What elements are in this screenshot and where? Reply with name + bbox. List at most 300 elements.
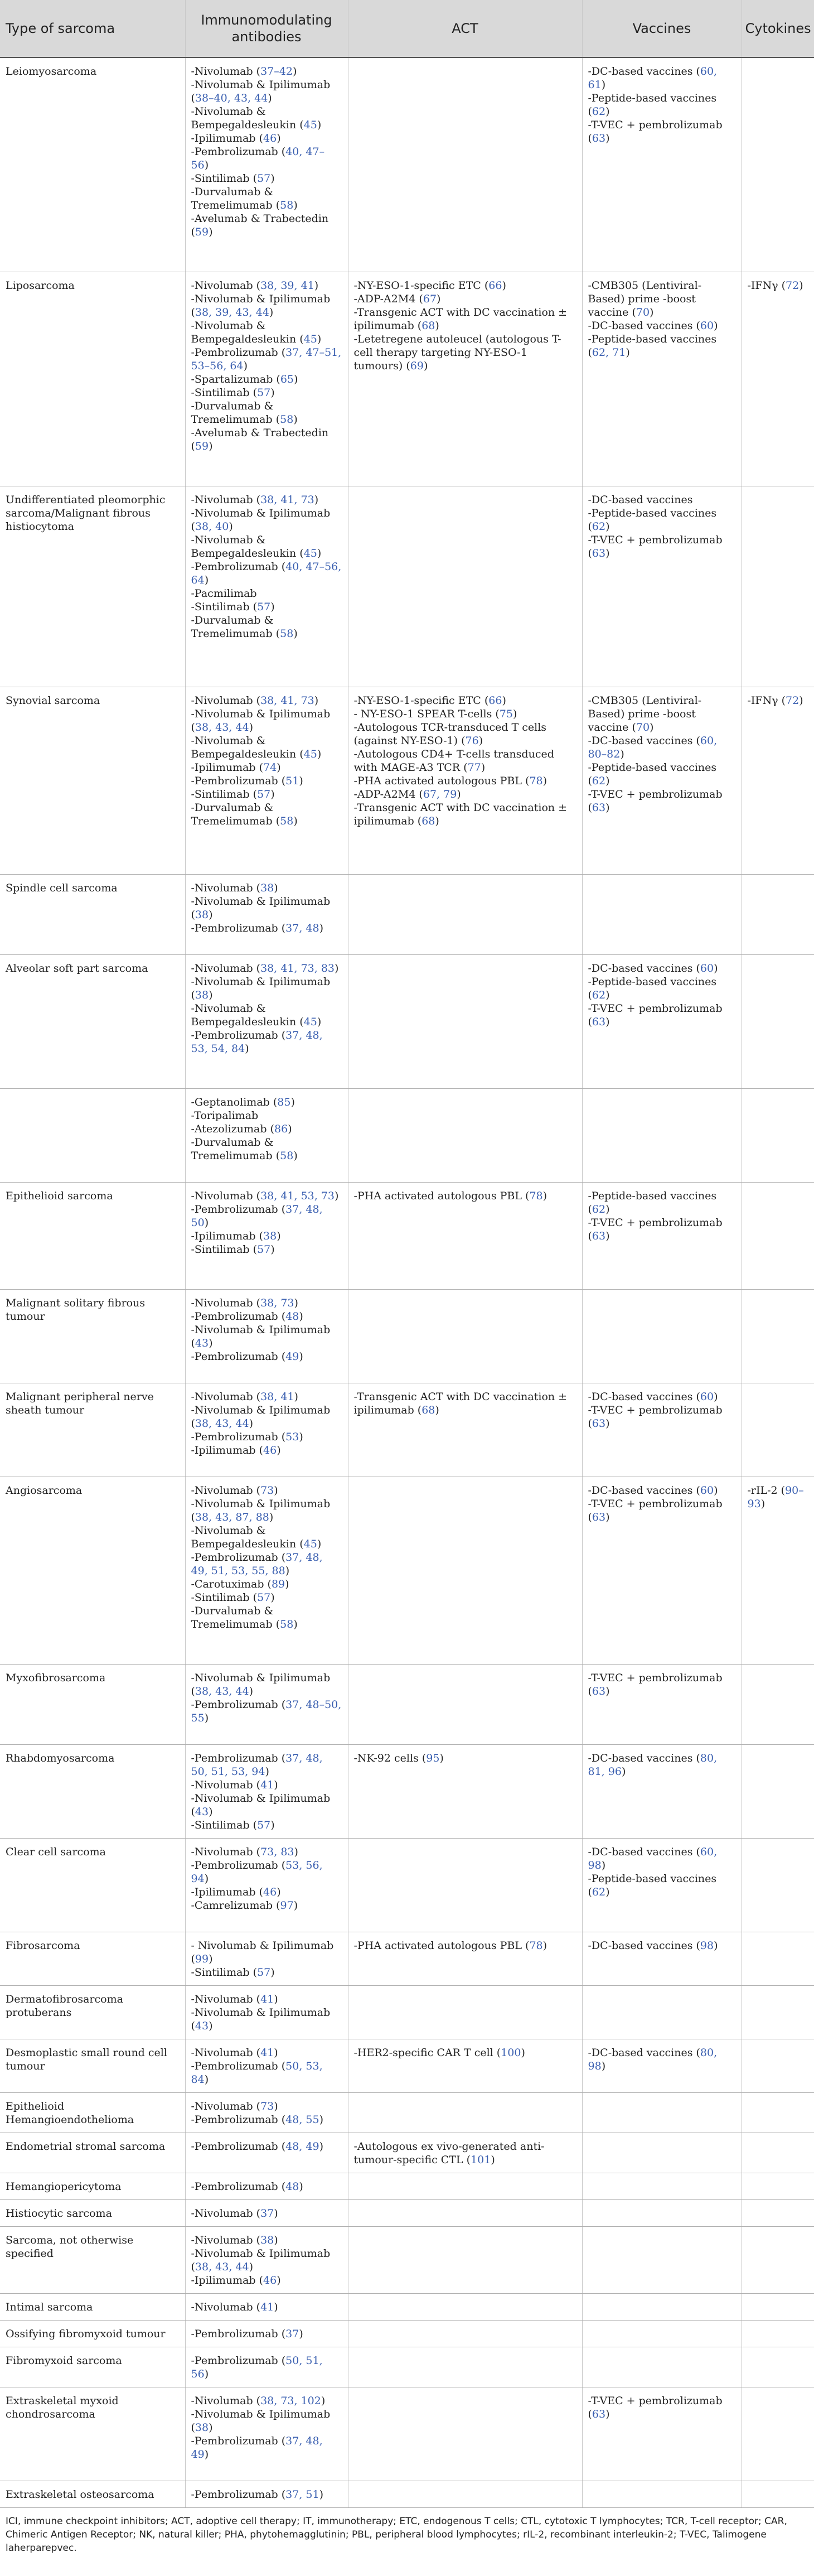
act-entry: -Letetregene autoleucel (autologous T-cell therapy targeting NY-ESO-1 tumours) (69) xyxy=(353,332,561,372)
sarcoma-type-cell: Spindle cell sarcoma xyxy=(0,874,185,954)
antibodies-entry: -Nivolumab (73) xyxy=(191,1484,278,1497)
act-entry: - NY-ESO-1 SPEAR T-cells (75) xyxy=(353,707,517,720)
act-entry: -Transgenic ACT with DC vaccination ± ipilimumab (68) xyxy=(353,1390,568,1416)
vaccines-entry: -Peptide-based vaccines (62, 71) xyxy=(588,332,717,359)
antibodies-cell xyxy=(185,1477,348,1664)
vaccines-entry: -Peptide-based vaccines (62) xyxy=(588,1189,717,1215)
act-cell xyxy=(348,1744,582,1838)
antibodies-entry: -Sintilimab (57) xyxy=(191,1966,275,1979)
table-row xyxy=(0,1664,814,1744)
table-row xyxy=(0,1182,814,1289)
antibodies-entry: -Pembrolizumab (49) xyxy=(191,1350,303,1363)
antibodies-entry: -Durvalumab & Tremelimumab (58) xyxy=(191,801,298,827)
vaccines-cell xyxy=(582,1289,742,1383)
antibodies-entry: -Durvalumab & Tremelimumab (58) xyxy=(191,399,298,426)
antibodies-entry: -Nivolumab & Ipilimumab (38) xyxy=(191,975,331,1001)
antibodies-cell xyxy=(185,486,348,687)
antibodies-cell xyxy=(185,874,348,954)
vaccines-cell xyxy=(582,2133,742,2173)
antibodies-entry: -Nivolumab & Ipilimumab (43) xyxy=(191,1792,331,1818)
cytokines-cell xyxy=(742,1383,814,1477)
vaccines-entry: -T-VEC + pembrolizumab (63) xyxy=(588,1403,723,1430)
vaccines-cell xyxy=(582,1383,742,1477)
antibodies-entry: -Nivolumab (38) xyxy=(191,2234,278,2246)
act-entry: -Transgenic ACT with DC vaccination ± ipilimumab (68) xyxy=(353,801,568,827)
act-cell xyxy=(348,2293,582,2320)
antibodies-entry: -Nivolumab (41) xyxy=(191,2046,278,2059)
antibodies-cell xyxy=(185,1088,348,1182)
table-row xyxy=(0,874,814,954)
act-entry: -HER2-specific CAR T cell (100) xyxy=(353,2046,525,2059)
antibodies-cell xyxy=(185,2226,348,2293)
antibodies-cell xyxy=(185,1932,348,1985)
antibodies-entry: -Sintilimab (57) xyxy=(191,600,275,613)
antibodies-entry: -Nivolumab (38, 41, 73) xyxy=(191,694,319,707)
antibodies-entry: -Sintilimab (57) xyxy=(191,1243,275,1256)
vaccines-cell xyxy=(582,2226,742,2293)
act-entry: -NY-ESO-1-specific ETC (66) xyxy=(353,694,506,707)
act-cell xyxy=(348,486,582,687)
antibodies-entry: -Nivolumab & Bempegaldesleukin (45) xyxy=(191,1002,322,1028)
antibodies-entry: -Nivolumab (37–42) xyxy=(191,65,297,78)
act-cell xyxy=(348,2320,582,2347)
antibodies-entry: -Nivolumab & Ipilimumab (38, 39, 43, 44) xyxy=(191,292,331,319)
cytokines-cell xyxy=(742,2293,814,2320)
act-cell xyxy=(348,2226,582,2293)
vaccines-cell xyxy=(582,2481,742,2507)
antibodies-entry: -Pembrolizumab (48, 55) xyxy=(191,2113,324,2126)
antibodies-entry: -Pembrolizumab (37, 47–51, 53–56, 64) xyxy=(191,346,342,372)
antibodies-entry: -Nivolumab (73) xyxy=(191,2100,278,2112)
cytokines-cell xyxy=(742,1838,814,1932)
header-vaccines: Vaccines xyxy=(582,0,742,57)
vaccines-entry: -T-VEC + pembrolizumab (63) xyxy=(588,119,723,144)
vaccines-entry: -T-VEC + pembrolizumab (63) xyxy=(588,1002,723,1028)
cytokines-cell xyxy=(742,1182,814,1289)
vaccines-entry: -T-VEC + pembrolizumab (63) xyxy=(588,1671,723,1697)
cytokines-cell xyxy=(742,1088,814,1182)
antibodies-cell xyxy=(185,1289,348,1383)
cytokines-cell xyxy=(742,874,814,954)
vaccines-entry: -DC-based vaccines xyxy=(588,493,693,506)
sarcoma-type-cell: Fibrosarcoma xyxy=(0,1932,185,1985)
act-entry: -ADP-A2M4 (67, 79) xyxy=(353,788,461,800)
antibodies-entry: -Durvalumab & Tremelimumab (58) xyxy=(191,1604,298,1630)
vaccines-cell xyxy=(582,1477,742,1664)
antibodies-entry: -Nivolumab (38, 41) xyxy=(191,1390,298,1403)
cytokines-entry: -rIL-2 (90–93) xyxy=(747,1484,804,1510)
antibodies-cell xyxy=(185,2199,348,2226)
antibodies-entry: -Nivolumab (41) xyxy=(191,1993,278,2005)
table-row xyxy=(0,272,814,486)
table-row xyxy=(0,2481,814,2507)
sarcoma-type-cell: Rhabdomyosarcoma xyxy=(0,1744,185,1838)
table-row xyxy=(0,2173,814,2199)
antibodies-entry: -Pembrolizumab (37, 48, 50, 51, 53, 94) xyxy=(191,1752,323,1778)
act-entry: -PHA activated autologous PBL (78) xyxy=(353,1939,547,1952)
antibodies-entry: -Pembrolizumab (48) xyxy=(191,1310,303,1323)
act-cell xyxy=(348,1289,582,1383)
act-cell xyxy=(348,2387,582,2481)
antibodies-entry: -Spartalizumab (65) xyxy=(191,373,298,385)
antibodies-entry: -Atezolizumab (86) xyxy=(191,1122,292,1135)
antibodies-entry: -Pembrolizumab (37, 48, 53, 54, 84) xyxy=(191,1029,323,1055)
cytokines-cell xyxy=(742,2320,814,2347)
table-row xyxy=(0,2039,814,2092)
antibodies-entry: -Geptanolimab (85) xyxy=(191,1096,295,1108)
antibodies-entry: -Carotuximab (89) xyxy=(191,1578,289,1590)
antibodies-cell xyxy=(185,1383,348,1477)
antibodies-cell xyxy=(185,1182,348,1289)
antibodies-cell xyxy=(185,2092,348,2133)
antibodies-entry: -Pembrolizumab (40, 47–56, 64) xyxy=(191,560,342,586)
cytokines-cell xyxy=(742,486,814,687)
antibodies-entry: -Nivolumab & Ipilimumab (38–40, 43, 44) xyxy=(191,79,331,104)
sarcoma-type-cell: Intimal sarcoma xyxy=(0,2293,185,2320)
cytokines-entry: -IFNγ (72) xyxy=(747,694,803,707)
vaccines-cell xyxy=(582,57,742,272)
sarcoma-type-cell: Epithelioid Hemangioendothelioma xyxy=(0,2092,185,2133)
vaccines-entry: -CMB305 (Lentiviral-Based) prime -boost vaccine (70) xyxy=(588,694,702,734)
sarcoma-type-cell xyxy=(0,1088,185,1182)
antibodies-entry: -Pembrolizumab (37, 48, 49) xyxy=(191,2434,323,2461)
sarcoma-type-cell: Ossifying fibromyxoid tumour xyxy=(0,2320,185,2347)
table-row xyxy=(0,2092,814,2133)
antibodies-entry: -Pembrolizumab (37) xyxy=(191,2327,303,2340)
antibodies-entry: -Pembrolizumab (51) xyxy=(191,774,303,787)
antibodies-entry: -Sintilimab (57) xyxy=(191,172,275,185)
act-cell xyxy=(348,2173,582,2199)
cytokines-cell xyxy=(742,2347,814,2387)
antibodies-entry: -Nivolumab & Bempegaldesleukin (45) xyxy=(191,319,322,345)
antibodies-entry: -Sintilimab (57) xyxy=(191,1818,275,1831)
cytokines-cell xyxy=(742,687,814,874)
vaccines-cell xyxy=(582,2173,742,2199)
sarcoma-type-cell: Malignant solitary fibrous tumour xyxy=(0,1289,185,1383)
vaccines-entry: -DC-based vaccines (80, 81, 96) xyxy=(588,1752,718,1778)
act-cell xyxy=(348,687,582,874)
act-cell xyxy=(348,2481,582,2507)
table-row xyxy=(0,2347,814,2387)
antibodies-entry: -Nivolumab (38, 41, 73, 83) xyxy=(191,962,339,975)
cytokines-cell xyxy=(742,2173,814,2199)
antibodies-entry: - Nivolumab & Ipilimumab (99) xyxy=(191,1939,334,1965)
vaccines-entry: -T-VEC + pembrolizumab (63) xyxy=(588,1497,723,1523)
act-cell xyxy=(348,1088,582,1182)
cytokines-cell xyxy=(742,1289,814,1383)
antibodies-cell xyxy=(185,687,348,874)
antibodies-entry: -Sintilimab (57) xyxy=(191,1591,275,1604)
act-entry: -Autologous CD4+ T-cells transduced with MAGE-A3 TCR (77) xyxy=(353,747,554,774)
cytokines-cell xyxy=(742,954,814,1088)
sarcoma-type-cell: Alveolar soft part sarcoma xyxy=(0,954,185,1088)
table-row xyxy=(0,486,814,687)
antibodies-cell xyxy=(185,2387,348,2481)
antibodies-entry: -Pembrolizumab (37, 51) xyxy=(191,2488,324,2501)
antibodies-entry: -Nivolumab & Ipilimumab (38, 43, 44) xyxy=(191,707,331,734)
act-entry: -NY-ESO-1-specific ETC (66) xyxy=(353,279,506,292)
vaccines-cell xyxy=(582,1838,742,1932)
table-body xyxy=(0,57,814,2507)
cytokines-cell xyxy=(742,2133,814,2173)
act-cell xyxy=(348,1477,582,1664)
table-row xyxy=(0,1383,814,1477)
vaccines-entry: -Peptide-based vaccines (62) xyxy=(588,1872,717,1898)
vaccines-entry: -T-VEC + pembrolizumab (63) xyxy=(588,2394,723,2420)
cytokines-cell xyxy=(742,1664,814,1744)
antibodies-entry: -Pembrolizumab (48, 49) xyxy=(191,2140,324,2153)
vaccines-cell xyxy=(582,874,742,954)
vaccines-entry: -Peptide-based vaccines (62) xyxy=(588,92,717,118)
antibodies-entry: -Ipilimumab (46) xyxy=(191,1444,281,1456)
vaccines-cell xyxy=(582,1088,742,1182)
antibodies-entry: -Nivolumab (41) xyxy=(191,1778,278,1791)
sarcoma-type-cell: Extraskeletal osteosarcoma xyxy=(0,2481,185,2507)
act-entry: -ADP-A2M4 (67) xyxy=(353,292,441,305)
vaccines-cell xyxy=(582,2092,742,2133)
antibodies-entry: -Pembrolizumab (53, 56, 94) xyxy=(191,1859,323,1885)
sarcoma-type-cell: Liposarcoma xyxy=(0,272,185,486)
antibodies-entry: -Nivolumab & Ipilimumab (38, 43, 44) xyxy=(191,1671,331,1697)
antibodies-entry: -Durvalumab & Tremelimumab (58) xyxy=(191,1136,298,1162)
act-entry: -PHA activated autologous PBL (78) xyxy=(353,1189,547,1202)
act-entry: -PHA activated autologous PBL (78) xyxy=(353,774,547,787)
table-row xyxy=(0,687,814,874)
antibodies-entry: -Nivolumab (37) xyxy=(191,2207,278,2220)
antibodies-entry: -Pembrolizumab (48) xyxy=(191,2180,303,2193)
act-cell xyxy=(348,272,582,486)
vaccines-entry: -CMB305 (Lentiviral-Based) prime -boost vaccine (70) xyxy=(588,279,702,319)
cytokines-cell xyxy=(742,1477,814,1664)
sarcoma-type-cell: Sarcoma, not otherwise specified xyxy=(0,2226,185,2293)
antibodies-entry: -Nivolumab & Ipilimumab (38, 43, 44) xyxy=(191,2247,331,2273)
antibodies-entry: -Durvalumab & Tremelimumab (58) xyxy=(191,614,298,640)
antibodies-cell xyxy=(185,1985,348,2039)
antibodies-cell xyxy=(185,2133,348,2173)
vaccines-cell xyxy=(582,2320,742,2347)
vaccines-entry: -DC-based vaccines (98) xyxy=(588,1939,718,1952)
vaccines-cell xyxy=(582,1932,742,1985)
act-cell xyxy=(348,1932,582,1985)
antibodies-cell xyxy=(185,1744,348,1838)
act-cell xyxy=(348,2133,582,2173)
antibodies-entry: -Nivolumab & Bempegaldesleukin (45) xyxy=(191,105,322,131)
sarcoma-type-cell: Leiomyosarcoma xyxy=(0,57,185,272)
antibodies-cell xyxy=(185,57,348,272)
vaccines-cell xyxy=(582,2387,742,2481)
sarcoma-type-cell: Myxofibrosarcoma xyxy=(0,1664,185,1744)
table-row xyxy=(0,2293,814,2320)
act-cell xyxy=(348,2347,582,2387)
vaccines-entry: -DC-based vaccines (60) xyxy=(588,1390,718,1403)
sarcoma-type-cell: Clear cell sarcoma xyxy=(0,1838,185,1932)
antibodies-entry: -Pembrolizumab (37, 48) xyxy=(191,922,324,934)
antibodies-entry: -Nivolumab (38, 39, 41) xyxy=(191,279,319,292)
sarcoma-type-cell: Synovial sarcoma xyxy=(0,687,185,874)
sarcoma-type-cell: Extraskeletal myxoid chondrosarcoma xyxy=(0,2387,185,2481)
cytokines-cell xyxy=(742,57,814,272)
cytokines-cell xyxy=(742,272,814,486)
antibodies-entry: -Pembrolizumab (37, 48, 49, 51, 53, 55, 88) xyxy=(191,1551,323,1577)
act-entry: -NK-92 cells (95) xyxy=(353,1752,444,1764)
vaccines-entry: -DC-based vaccines (60) xyxy=(588,1484,718,1497)
antibodies-entry: -Nivolumab & Bempegaldesleukin (45) xyxy=(191,1524,322,1550)
antibodies-entry: -Pembrolizumab (50, 51, 56) xyxy=(191,2354,323,2380)
act-cell xyxy=(348,1838,582,1932)
vaccines-cell xyxy=(582,272,742,486)
antibodies-entry: -Avelumab & Trabectedin (59) xyxy=(191,426,329,452)
vaccines-cell xyxy=(582,1182,742,1289)
antibodies-cell xyxy=(185,2293,348,2320)
act-cell xyxy=(348,954,582,1088)
table-row xyxy=(0,1744,814,1838)
sarcoma-type-cell: Hemangiopericytoma xyxy=(0,2173,185,2199)
vaccines-cell xyxy=(582,2039,742,2092)
antibodies-cell xyxy=(185,2481,348,2507)
cytokines-entry: -IFNγ (72) xyxy=(747,279,803,292)
antibodies-entry: -Pacmilimab xyxy=(191,587,257,600)
vaccines-entry: -Peptide-based vaccines (62) xyxy=(588,975,717,1001)
sarcoma-type-cell: Desmoplastic small round cell tumour xyxy=(0,2039,185,2092)
act-entry: -Autologous ex vivo-generated anti-tumour-specific CTL (101) xyxy=(353,2140,545,2166)
table-row xyxy=(0,1932,814,1985)
header-antibodies: Immunomodulating antibodies xyxy=(185,0,348,57)
antibodies-entry: -Pembrolizumab (37, 48–50, 55) xyxy=(191,1698,342,1724)
cytokines-cell xyxy=(742,1985,814,2039)
antibodies-entry: -Nivolumab & Ipilimumab (38, 40) xyxy=(191,506,331,533)
table-row xyxy=(0,1838,814,1932)
antibodies-entry: -Sintilimab (57) xyxy=(191,386,275,399)
cytokines-cell xyxy=(742,2226,814,2293)
antibodies-entry: -Pembrolizumab (53) xyxy=(191,1430,303,1443)
antibodies-entry: -Nivolumab (73, 83) xyxy=(191,1845,298,1858)
vaccines-entry: -Peptide-based vaccines (62) xyxy=(588,761,717,787)
act-cell xyxy=(348,2092,582,2133)
vaccines-cell xyxy=(582,954,742,1088)
antibodies-entry: -Nivolumab & Ipilimumab (38, 43, 44) xyxy=(191,1403,331,1430)
cytokines-cell xyxy=(742,1932,814,1985)
header-row xyxy=(0,0,814,57)
sarcoma-type-cell: Endometrial stromal sarcoma xyxy=(0,2133,185,2173)
antibodies-entry: -Nivolumab (38, 41, 53, 73) xyxy=(191,1189,339,1202)
antibodies-entry: -Ipilimumab (74) xyxy=(191,761,281,774)
antibodies-cell xyxy=(185,2173,348,2199)
vaccines-entry: -Peptide-based vaccines (62) xyxy=(588,506,717,533)
cytokines-cell xyxy=(742,2039,814,2092)
antibodies-entry: -Nivolumab (38, 41, 73) xyxy=(191,493,319,506)
antibodies-entry: -Ipilimumab (46) xyxy=(191,2274,281,2286)
table-row xyxy=(0,2387,814,2481)
cytokines-cell xyxy=(742,1744,814,1838)
header-cytokines: Cytokines xyxy=(742,0,814,57)
antibodies-entry: -Durvalumab & Tremelimumab (58) xyxy=(191,186,298,211)
vaccines-cell xyxy=(582,687,742,874)
header-type: Type of sarcoma xyxy=(0,0,185,57)
table-row xyxy=(0,1477,814,1664)
antibodies-cell xyxy=(185,2039,348,2092)
antibodies-cell xyxy=(185,1838,348,1932)
vaccines-entry: -DC-based vaccines (60, 80–82) xyxy=(588,734,718,760)
table-row xyxy=(0,954,814,1088)
vaccines-entry: -T-VEC + pembrolizumab (63) xyxy=(588,1216,723,1242)
vaccines-cell xyxy=(582,486,742,687)
sarcoma-type-cell: Angiosarcoma xyxy=(0,1477,185,1664)
antibodies-entry: -Nivolumab & Ipilimumab (38, 43, 87, 88) xyxy=(191,1497,331,1523)
vaccines-cell xyxy=(582,1664,742,1744)
antibodies-entry: -Nivolumab & Ipilimumab (43) xyxy=(191,1323,331,1349)
antibodies-cell xyxy=(185,954,348,1088)
act-cell xyxy=(348,1182,582,1289)
table-footnote: ICI, immune checkpoint inhibitors; ACT, adoptive cell therapy; IT, immunotherapy; ETC, endogenous T cells; CTL, cytotoxic T lymphocytes; TCR, T-cell receptor; CAR, Chimeric Antigen Receptor; NK, natural killer; PHA, phytohemagglutinin; PBL, peripheral blood lymphocytes; rIL-2, recombinant interleukin-2; T-VEC, Talimogene laherparepvec. xyxy=(6,2515,787,2554)
act-cell xyxy=(348,2199,582,2226)
vaccines-entry: -T-VEC + pembrolizumab (63) xyxy=(588,788,723,814)
antibodies-entry: -Pembrolizumab (37, 48, 50) xyxy=(191,1203,323,1229)
table-row xyxy=(0,1088,814,1182)
vaccines-cell xyxy=(582,1985,742,2039)
antibodies-entry: -Nivolumab (38) xyxy=(191,881,278,894)
act-cell xyxy=(348,1383,582,1477)
table-row xyxy=(0,57,814,272)
sarcoma-type-cell: Histiocytic sarcoma xyxy=(0,2199,185,2226)
antibodies-entry: -Sintilimab (57) xyxy=(191,788,275,800)
header-act: ACT xyxy=(348,0,582,57)
antibodies-entry: -Nivolumab & Ipilimumab (43) xyxy=(191,2006,331,2032)
antibodies-entry: -Pembrolizumab (40, 47–56) xyxy=(191,146,325,171)
act-cell xyxy=(348,1664,582,1744)
sarcoma-type-cell: Epithelioid sarcoma xyxy=(0,1182,185,1289)
antibodies-entry: -Nivolumab & Bempegaldesleukin (45) xyxy=(191,533,322,559)
antibodies-entry: -Toripalimab xyxy=(191,1109,259,1122)
table-row xyxy=(0,2199,814,2226)
act-cell xyxy=(348,1985,582,2039)
antibodies-entry: -Ipilimumab (38) xyxy=(191,1229,281,1242)
antibodies-entry: -Camrelizumab (97) xyxy=(191,1899,298,1912)
antibodies-cell xyxy=(185,1664,348,1744)
antibodies-cell xyxy=(185,2347,348,2387)
antibodies-entry: -Pembrolizumab (50, 53, 84) xyxy=(191,2059,323,2086)
sarcoma-type-cell: Malignant peripheral nerve sheath tumour xyxy=(0,1383,185,1477)
cytokines-cell xyxy=(742,2387,814,2481)
vaccines-entry: -DC-based vaccines (60) xyxy=(588,319,718,332)
act-entry: -Autologous TCR-transduced T cells (against NY-ESO-1) (76) xyxy=(353,721,547,747)
antibodies-entry: -Nivolumab (38, 73) xyxy=(191,1296,298,1309)
table-row xyxy=(0,1289,814,1383)
cytokines-cell xyxy=(742,2092,814,2133)
antibodies-entry: -Nivolumab (41) xyxy=(191,2300,278,2313)
vaccines-cell xyxy=(582,2199,742,2226)
vaccines-cell xyxy=(582,1744,742,1838)
antibodies-cell xyxy=(185,272,348,486)
antibodies-entry: -Avelumab & Trabectedin (59) xyxy=(191,213,329,238)
table-row xyxy=(0,2226,814,2293)
table-row xyxy=(0,1985,814,2039)
vaccines-cell xyxy=(582,2293,742,2320)
act-cell xyxy=(348,2039,582,2092)
act-entry: -Transgenic ACT with DC vaccination ± ipilimumab (68) xyxy=(353,306,568,332)
act-cell xyxy=(348,57,582,272)
sarcoma-type-cell: Undifferentiated pleomorphic sarcoma/Malignant fibrous histiocytoma xyxy=(0,486,185,687)
antibodies-entry: -Nivolumab & Ipilimumab (38) xyxy=(191,2408,331,2434)
vaccines-entry: -DC-based vaccines (60, 61) xyxy=(588,65,718,91)
antibodies-entry: -Nivolumab (38, 73, 102) xyxy=(191,2394,326,2407)
sarcoma-type-cell: Dermatofibrosarcoma protuberans xyxy=(0,1985,185,2039)
antibodies-entry: -Ipilimumab (46) xyxy=(191,132,281,144)
cytokines-cell xyxy=(742,2481,814,2507)
table-row xyxy=(0,2133,814,2173)
antibodies-entry: -Nivolumab & Bempegaldesleukin (45) xyxy=(191,734,322,760)
cytokines-cell xyxy=(742,2199,814,2226)
vaccines-entry: -DC-based vaccines (60, 98) xyxy=(588,1845,718,1871)
